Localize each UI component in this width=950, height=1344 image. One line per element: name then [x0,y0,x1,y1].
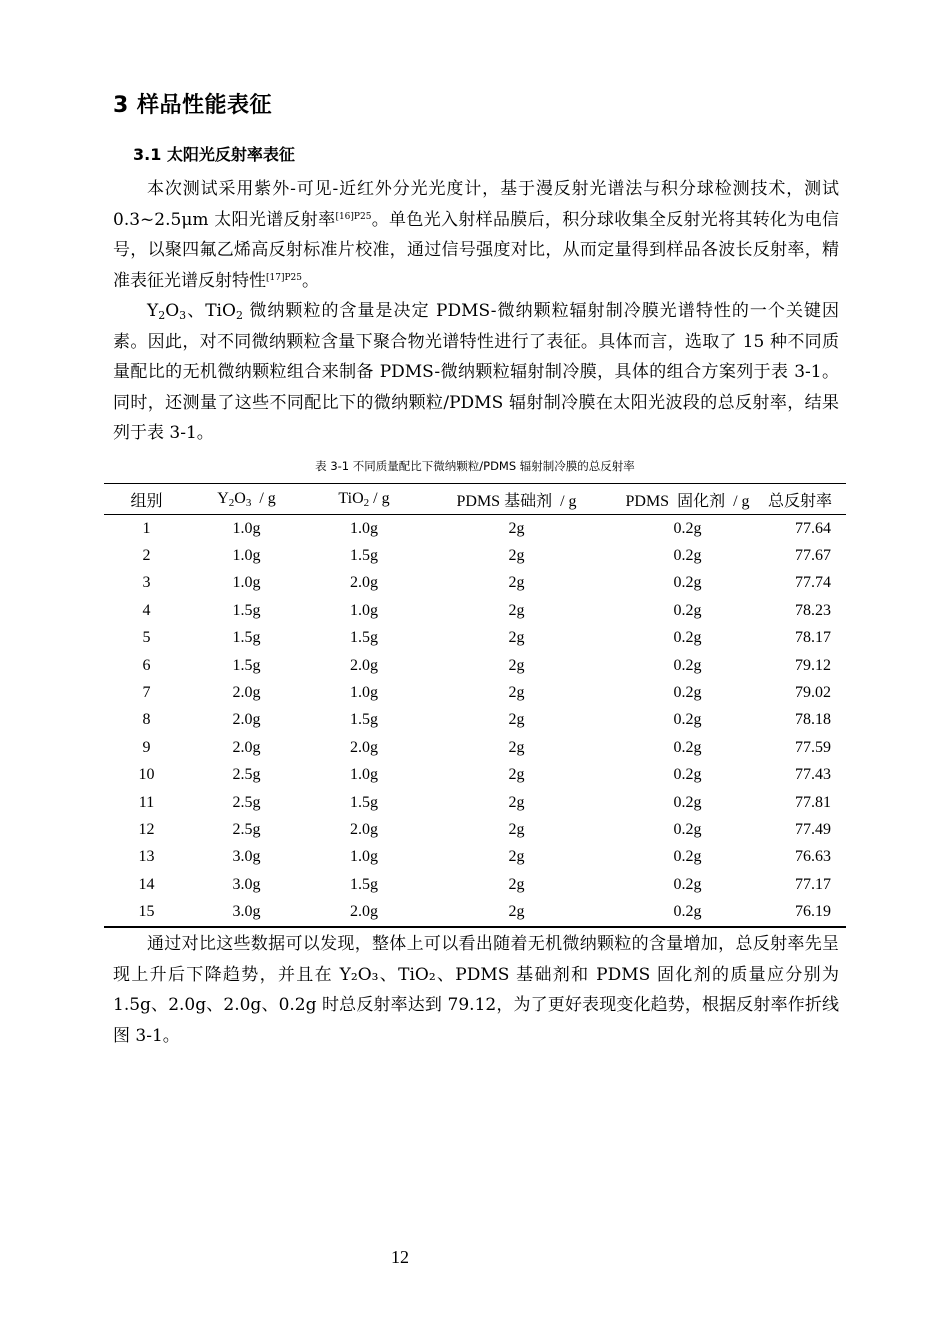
cell-group: 10 [138,766,155,784]
para1-text-b: 。单色光入射样品膜后，积分球收集全反射光将其转化为电信号，以聚四氟乙烯高反射标准片校准，通过信号强度对比，从而定量得到样品各波长反射率，精准表征光谱反射特性 [113,209,840,291]
cell-pdms-base: 2g [508,574,525,592]
cell-y2o3: 1.0g [232,547,261,565]
cell-total-reflectance: 77.17 [795,875,831,893]
table-row [104,844,846,871]
header-pdms-curing: PDMS 固化剂 / g [625,492,750,510]
citation-16: [16]P25 [335,211,372,222]
cell-y2o3: 1.0g [232,574,261,592]
cell-y2o3: 1.5g [232,656,261,674]
cell-total-reflectance: 77.64 [795,519,831,537]
table-row [104,542,846,569]
table-header-row [104,484,846,515]
header-y2o3: $Y_2O_3$ / g [217,490,276,509]
cell-pdms-base: 2g [508,848,525,866]
cell-group: 7 [142,684,151,702]
para1-text-c: 。 [301,270,319,291]
cell-pdms-curing: 0.2g [673,574,702,592]
cell-tio2: 2.0g [350,738,378,756]
cell-y2o3: 2.5g [232,793,261,811]
cell-pdms-curing: 0.2g [673,903,702,921]
cell-pdms-base: 2g [508,738,525,756]
subscript: 2 [158,309,166,322]
cell-total-reflectance: 77.59 [795,738,831,756]
cell-group: 15 [138,903,155,921]
cell-y2o3: 1.0g [232,519,261,537]
table-row [104,597,846,624]
cell-y2o3: 2.0g [232,711,261,729]
cell-pdms-base: 2g [508,903,525,921]
cell-group: 14 [138,875,155,893]
cell-pdms-base: 2g [508,547,525,565]
cell-total-reflectance: 77.49 [795,820,831,838]
formula-tio: 、TiO [186,301,236,321]
cell-tio2: 1.0g [350,766,378,784]
cell-pdms-base: 2g [508,656,525,674]
cell-pdms-curing: 0.2g [673,848,702,866]
cell-pdms-curing: 0.2g [673,766,702,784]
para1-text-a: 本次测试采用紫外-可见-近红外分光光度计，基于漫反射光谱法与积分球检测技术，测试 0.3~2.5μm 太阳光谱反射率 [113,179,839,230]
cell-group: 5 [142,629,151,647]
table-row [104,570,846,597]
cell-y2o3: 1.5g [232,601,261,619]
header-total-reflectance: 总反射率 [767,492,832,510]
cell-pdms-base: 2g [508,519,525,537]
cell-group: 4 [142,601,151,619]
table-row [104,707,846,734]
cell-total-reflectance: 78.23 [795,601,831,619]
cell-group: 3 [142,574,151,592]
table-row [104,762,846,789]
cell-tio2: 1.0g [350,519,378,537]
cell-tio2: 1.0g [350,601,378,619]
cell-tio2: 1.5g [350,793,378,811]
cell-total-reflectance: 76.19 [795,903,831,921]
table-row [104,816,846,843]
cell-y2o3: 2.0g [232,684,261,702]
citation-17: [17]P25 [266,272,302,283]
cell-tio2: 2.0g [350,903,378,921]
para3-text: 通过对比这些数据可以发现，整体上可以看出随着无机微纳颗粒的含量增加，总反射率先呈现上升后下降趋势，并且在 Y₂O₃、TiO₂、PDMS 基础剂和 PDMS 固化剂的质量应分别为 1.5g、2.0g、2.0g、0.2g 时总反射率达到 79.12，为了更好表现变化趋势，根据反射率作折线图 3-1。 [113,934,839,1046]
section-heading: 3 样品性能表征 [113,93,272,118]
cell-pdms-base: 2g [508,766,525,784]
cell-pdms-curing: 0.2g [673,820,702,838]
table-row [104,871,846,898]
cell-tio2: 1.5g [350,875,378,893]
cell-tio2: 1.0g [350,848,378,866]
cell-pdms-curing: 0.2g [673,684,702,702]
cell-tio2: 1.5g [350,547,378,565]
cell-y2o3: 2.5g [232,820,261,838]
table-row [104,679,846,706]
cell-total-reflectance: 79.02 [795,684,831,702]
cell-pdms-base: 2g [508,875,525,893]
header-tio2: TiO$_2$ / g [338,490,390,509]
cell-pdms-base: 2g [508,684,525,702]
cell-y2o3: 3.0g [232,903,261,921]
table-row [104,625,846,652]
paragraph-conclusion [113,929,839,1051]
cell-tio2: 2.0g [350,820,378,838]
cell-group: 9 [142,738,151,756]
cell-y2o3: 3.0g [232,848,261,866]
table-row [104,652,846,679]
header-group: 组别 [130,492,163,510]
cell-tio2: 1.0g [350,684,378,702]
cell-pdms-curing: 0.2g [673,601,702,619]
cell-y2o3: 2.0g [232,738,261,756]
header-pdms-base: PDMS 基础剂 / g [456,492,577,510]
cell-y2o3: 1.5g [232,629,261,647]
cell-pdms-base: 2g [508,793,525,811]
cell-group: 13 [138,848,155,866]
table-row [104,789,846,816]
cell-group: 2 [142,547,151,565]
page-number: 12 [391,1247,409,1267]
cell-pdms-curing: 0.2g [673,656,702,674]
cell-total-reflectance: 77.43 [795,766,831,784]
cell-group: 1 [142,519,151,537]
subsection-heading: 3.1 太阳光反射率表征 [133,145,295,164]
subscript: 3 [179,309,187,322]
cell-tio2: 1.5g [350,711,378,729]
table-row [104,898,846,926]
cell-pdms-curing: 0.2g [673,629,702,647]
cell-tio2: 2.0g [350,574,378,592]
formula-o: O [165,301,180,321]
cell-total-reflectance: 79.12 [795,656,831,674]
cell-group: 8 [142,711,151,729]
cell-group: 12 [138,820,155,838]
cell-y2o3: 2.5g [232,766,261,784]
cell-y2o3: 3.0g [232,875,261,893]
cell-total-reflectance: 77.81 [795,793,831,811]
paragraph-particle-content [113,296,839,449]
cell-pdms-curing: 0.2g [673,875,702,893]
cell-pdms-curing: 0.2g [673,547,702,565]
cell-pdms-curing: 0.2g [673,519,702,537]
cell-total-reflectance: 78.17 [795,629,831,647]
table-row [104,734,846,761]
paragraph-test-method [113,174,839,296]
cell-pdms-base: 2g [508,629,525,647]
cell-total-reflectance: 77.67 [795,547,831,565]
cell-pdms-base: 2g [508,711,525,729]
subscript: 2 [235,309,243,322]
cell-pdms-curing: 0.2g [673,711,702,729]
cell-group: 11 [138,793,155,811]
cell-total-reflectance: 77.74 [795,574,831,592]
cell-pdms-base: 2g [508,820,525,838]
cell-total-reflectance: 78.18 [795,711,831,729]
cell-total-reflectance: 76.63 [795,848,831,866]
para2-text: 微纳颗粒的含量是决定 PDMS-微纳颗粒辐射制冷膜光谱特性的一个关键因素。因此，对不同微纳颗粒含量下聚合物光谱特性进行了表征。具体而言，选取了 15 种不同质量配比的无机微纳颗粒组合来制备 PDMS-微纳颗粒辐射制冷膜，具体的组合方案列于表 3-1。同时，还测量了这些不同配比下的微纳颗粒/PDMS 辐射制冷膜在太阳光波段的总反射率，结果列于表 3-1。 [113,301,839,443]
cell-pdms-base: 2g [508,601,525,619]
cell-tio2: 2.0g [350,656,378,674]
formula-y: Y [147,301,159,321]
reflectance-table [104,483,846,928]
cell-pdms-curing: 0.2g [673,793,702,811]
cell-pdms-curing: 0.2g [673,738,702,756]
cell-tio2: 1.5g [350,629,378,647]
cell-group: 6 [142,656,151,674]
table-row [104,515,846,543]
table-caption: 表 3-1 不同质量配比下微纳颗粒/PDMS 辐射制冷膜的总反射率 [315,459,635,473]
